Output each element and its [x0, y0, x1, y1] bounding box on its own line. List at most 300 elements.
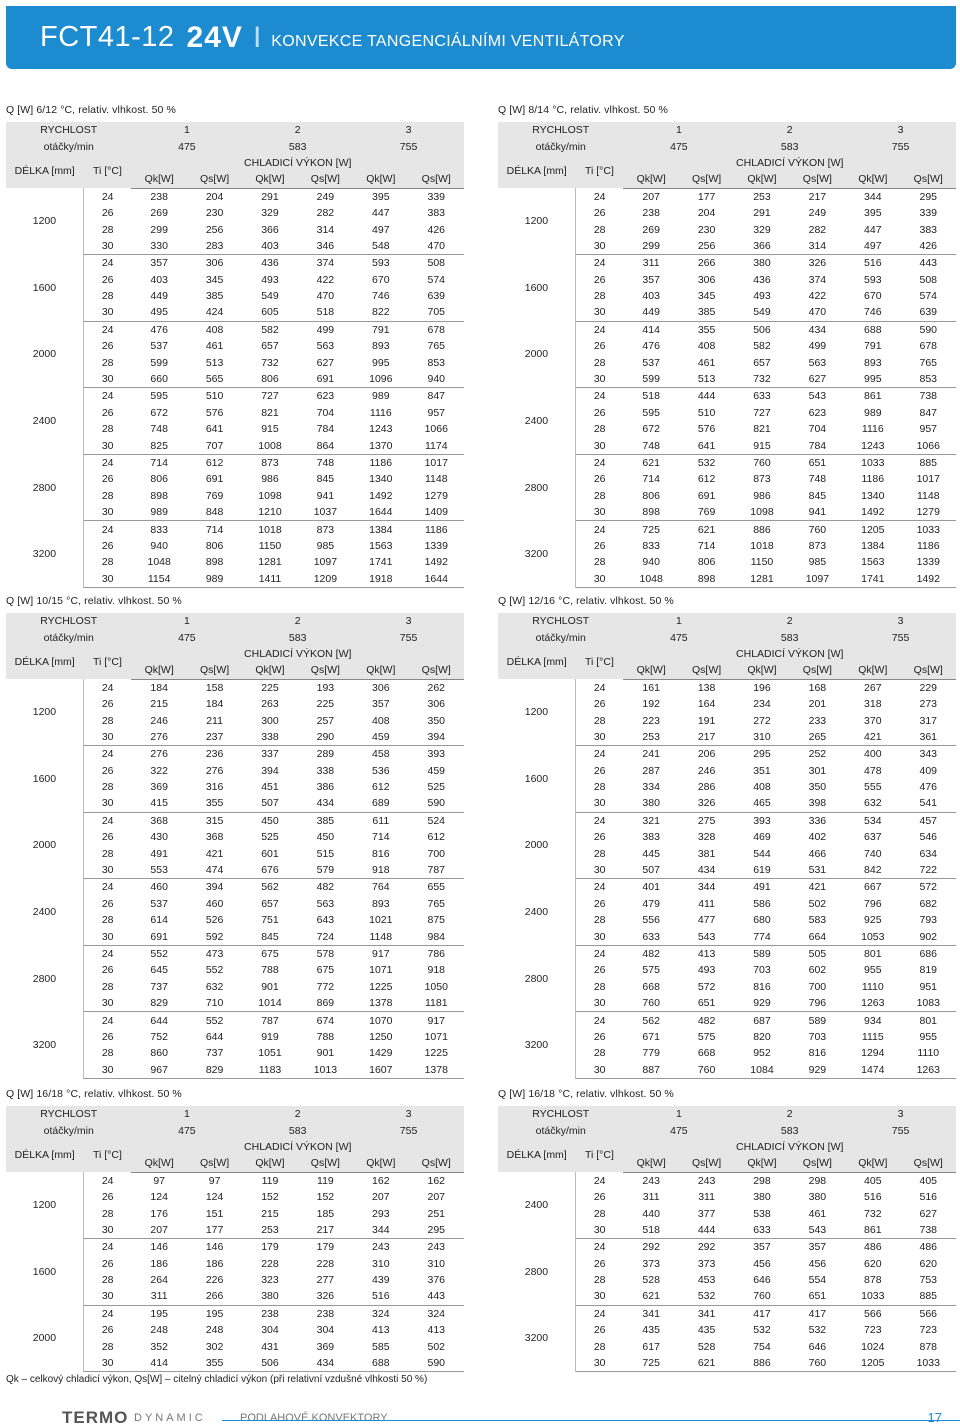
- value-cell: 1411: [242, 571, 297, 588]
- value-cell: 532: [790, 1322, 845, 1338]
- value-cell: 760: [734, 454, 789, 471]
- speed-value: 3: [845, 1106, 956, 1122]
- value-cell: 1021: [353, 912, 408, 928]
- table-row: [6, 1239, 464, 1256]
- length-cell: 3200: [498, 521, 575, 588]
- value-cell: 286: [679, 779, 734, 795]
- value-cell: 1205: [845, 1355, 900, 1372]
- speed-value: 3: [845, 122, 956, 138]
- ti-cell: 24: [575, 812, 623, 829]
- value-cell: 341: [679, 1305, 734, 1322]
- value-cell: 241: [623, 746, 678, 763]
- ti-cell: 24: [83, 1172, 131, 1189]
- value-cell: 657: [242, 896, 297, 912]
- value-cell: 1024: [845, 1338, 900, 1354]
- value-cell: 413: [353, 1322, 408, 1338]
- header-row-cooling: [498, 646, 956, 662]
- value-cell: 534: [845, 812, 900, 829]
- value-cell: 380: [734, 255, 789, 272]
- value-cell: 989: [353, 388, 408, 405]
- qk-header: Qk[W]: [623, 1155, 678, 1172]
- table-row: [498, 1305, 956, 1322]
- value-cell: 760: [679, 1062, 734, 1079]
- qk-header: Qk[W]: [734, 171, 789, 188]
- value-cell: 543: [790, 1222, 845, 1239]
- value-cell: 538: [734, 1205, 789, 1221]
- cooling-header: CHLADICÍ VÝKON [W]: [131, 1139, 464, 1155]
- value-cell: 1018: [242, 521, 297, 538]
- value-cell: 543: [679, 928, 734, 945]
- value-cell: 873: [734, 471, 789, 487]
- value-cell: 311: [623, 255, 678, 272]
- value-cell: 436: [734, 272, 789, 288]
- performance-table: [498, 122, 956, 588]
- speed-value: 2: [734, 122, 845, 138]
- value-cell: 885: [901, 454, 957, 471]
- value-cell: 421: [790, 879, 845, 896]
- value-cell: 760: [790, 521, 845, 538]
- value-cell: 873: [298, 521, 353, 538]
- value-cell: 929: [790, 1062, 845, 1079]
- value-cell: 641: [187, 421, 242, 437]
- value-cell: 951: [901, 979, 957, 995]
- ti-cell: 30: [83, 1222, 131, 1239]
- header-row-speed: [498, 122, 956, 138]
- speed-label: RYCHLOST: [6, 1106, 131, 1122]
- ti-cell: 24: [575, 945, 623, 962]
- length-cell: 3200: [498, 1305, 575, 1372]
- value-cell: 612: [187, 454, 242, 471]
- table-row: [6, 1172, 464, 1189]
- value-cell: 306: [187, 255, 242, 272]
- ti-cell: 30: [83, 928, 131, 945]
- value-cell: 276: [131, 729, 186, 746]
- value-cell: 1150: [734, 554, 789, 570]
- value-cell: 845: [242, 928, 297, 945]
- value-cell: 703: [734, 962, 789, 978]
- table-caption: Q [W] 16/18 °C, relativ. vlhkost. 50 %: [6, 1088, 182, 1100]
- value-cell: 341: [623, 1305, 678, 1322]
- value-cell: 1340: [845, 488, 900, 504]
- header-row-cooling: [6, 646, 464, 662]
- value-cell: 769: [187, 488, 242, 504]
- value-cell: 299: [131, 221, 186, 237]
- ti-cell: 30: [83, 504, 131, 521]
- table-caption: Q [W] 16/18 °C, relativ. vlhkost. 50 %: [498, 1088, 674, 1100]
- speed-value: 3: [353, 613, 464, 629]
- value-cell: 1148: [409, 471, 465, 487]
- value-cell: 1281: [734, 571, 789, 588]
- value-cell: 1181: [409, 995, 465, 1012]
- value-cell: 787: [409, 862, 465, 879]
- value-cell: 238: [623, 205, 678, 221]
- value-cell: 225: [242, 679, 297, 696]
- value-cell: 476: [131, 321, 186, 338]
- value-cell: 893: [353, 338, 408, 354]
- value-cell: 304: [242, 1322, 297, 1338]
- value-cell: 1492: [409, 554, 465, 570]
- value-cell: 518: [623, 1222, 678, 1239]
- value-cell: 986: [734, 488, 789, 504]
- performance-table: [498, 1106, 956, 1372]
- speed-value: 2: [242, 122, 353, 138]
- value-cell: 179: [242, 1239, 297, 1256]
- ti-cell: 28: [575, 488, 623, 504]
- qs-header: Qs[W]: [679, 171, 734, 188]
- value-cell: 246: [131, 712, 186, 728]
- table-row: [498, 879, 956, 896]
- value-cell: 1294: [845, 1045, 900, 1061]
- value-cell: 957: [901, 421, 957, 437]
- speed-value: 1: [131, 613, 242, 629]
- value-cell: 357: [131, 255, 186, 272]
- value-cell: 119: [242, 1172, 297, 1189]
- value-cell: 1071: [409, 1029, 465, 1045]
- ti-cell: 26: [83, 538, 131, 554]
- table-caption: Q [W] 12/16 °C, relativ. vlhkost. 50 %: [498, 595, 674, 607]
- value-cell: 434: [679, 862, 734, 879]
- value-cell: 298: [734, 1172, 789, 1189]
- ti-header: Ti [°C]: [83, 1139, 131, 1172]
- value-cell: 162: [353, 1172, 408, 1189]
- ti-header: Ti [°C]: [83, 155, 131, 188]
- value-cell: 651: [790, 1288, 845, 1305]
- table-row: [498, 1172, 956, 1189]
- value-cell: 486: [901, 1239, 957, 1256]
- value-cell: 344: [353, 1222, 408, 1239]
- footer-line: [222, 1420, 960, 1421]
- value-cell: 893: [353, 896, 408, 912]
- value-cell: 422: [298, 272, 353, 288]
- value-cell: 195: [131, 1305, 186, 1322]
- value-cell: 248: [187, 1322, 242, 1338]
- value-cell: 816: [790, 1045, 845, 1061]
- value-cell: 667: [845, 879, 900, 896]
- ti-cell: 28: [575, 354, 623, 370]
- ti-cell: 30: [83, 238, 131, 255]
- value-cell: 324: [353, 1305, 408, 1322]
- value-cell: 1209: [298, 571, 353, 588]
- value-cell: 1644: [409, 571, 465, 588]
- rpm-value: 583: [734, 138, 845, 154]
- value-cell: 282: [298, 205, 353, 221]
- value-cell: 461: [790, 1205, 845, 1221]
- value-cell: 408: [679, 338, 734, 354]
- table-block-2: [498, 102, 956, 588]
- value-cell: 687: [734, 1012, 789, 1029]
- rpm-value: 583: [734, 1122, 845, 1138]
- header-row-speed: [6, 1106, 464, 1122]
- value-cell: 516: [845, 1189, 900, 1205]
- ti-cell: 28: [83, 712, 131, 728]
- value-cell: 1243: [353, 421, 408, 437]
- ti-cell: 24: [575, 188, 623, 205]
- value-cell: 1279: [901, 504, 957, 521]
- value-cell: 192: [623, 696, 678, 712]
- value-cell: 443: [409, 1288, 465, 1305]
- value-cell: 816: [734, 979, 789, 995]
- table-row: [6, 255, 464, 272]
- table-block-3: [6, 593, 464, 1079]
- length-cell: 1200: [498, 679, 575, 746]
- value-cell: 195: [187, 1305, 242, 1322]
- model-name: FCT41-12: [40, 21, 175, 53]
- value-cell: 191: [679, 712, 734, 728]
- value-cell: 934: [845, 1012, 900, 1029]
- value-cell: 651: [790, 454, 845, 471]
- value-cell: 1225: [409, 1045, 465, 1061]
- value-cell: 1066: [901, 437, 957, 454]
- value-cell: 1243: [845, 437, 900, 454]
- ti-cell: 28: [575, 779, 623, 795]
- value-cell: 537: [131, 338, 186, 354]
- value-cell: 394: [242, 763, 297, 779]
- value-cell: 929: [734, 995, 789, 1012]
- value-cell: 553: [131, 862, 186, 879]
- value-cell: 576: [187, 405, 242, 421]
- value-cell: 505: [790, 945, 845, 962]
- value-cell: 748: [131, 421, 186, 437]
- value-cell: 1263: [901, 1062, 957, 1079]
- value-cell: 421: [845, 729, 900, 746]
- length-header: DÉLKA [mm]: [498, 155, 575, 188]
- ti-cell: 26: [575, 272, 623, 288]
- value-cell: 314: [790, 238, 845, 255]
- speed-value: 3: [845, 613, 956, 629]
- value-cell: 275: [679, 812, 734, 829]
- length-cell: 2000: [6, 812, 83, 879]
- value-cell: 351: [734, 763, 789, 779]
- length-cell: 2000: [6, 321, 83, 388]
- value-cell: 632: [187, 979, 242, 995]
- value-cell: 253: [623, 729, 678, 746]
- ti-cell: 24: [83, 454, 131, 471]
- value-cell: 825: [131, 437, 186, 454]
- value-cell: 806: [679, 554, 734, 570]
- value-cell: 554: [790, 1272, 845, 1288]
- value-cell: 732: [734, 371, 789, 388]
- ti-cell: 26: [83, 1322, 131, 1338]
- value-cell: 657: [734, 354, 789, 370]
- speed-value: 1: [623, 1106, 734, 1122]
- value-cell: 264: [131, 1272, 186, 1288]
- ti-cell: 26: [83, 405, 131, 421]
- value-cell: 1033: [845, 454, 900, 471]
- footnote: Qk – celkový chladicí výkon, Qs[W] – citelný chladicí výkon (při relativní vzdušné vlhkosti 50 %): [6, 1374, 428, 1385]
- length-header: DÉLKA [mm]: [498, 646, 575, 679]
- value-cell: 885: [901, 1288, 957, 1305]
- rpm-label: otáčky/min: [6, 1122, 131, 1138]
- value-cell: 1051: [242, 1045, 297, 1061]
- length-cell: 2800: [6, 454, 83, 521]
- length-cell: 2800: [498, 1239, 575, 1306]
- value-cell: 184: [187, 696, 242, 712]
- header-row-rpm: [498, 138, 956, 154]
- value-cell: 422: [790, 288, 845, 304]
- value-cell: 582: [734, 338, 789, 354]
- value-cell: 236: [187, 746, 242, 763]
- qk-header: Qk[W]: [623, 662, 678, 679]
- value-cell: 453: [679, 1272, 734, 1288]
- value-cell: 330: [131, 238, 186, 255]
- rpm-label: otáčky/min: [6, 629, 131, 645]
- value-cell: 1370: [353, 437, 408, 454]
- rpm-value: 583: [734, 629, 845, 645]
- value-cell: 548: [353, 238, 408, 255]
- value-cell: 206: [679, 746, 734, 763]
- value-cell: 919: [242, 1029, 297, 1045]
- value-cell: 842: [845, 862, 900, 879]
- cooling-header: CHLADICÍ VÝKON [W]: [131, 155, 464, 171]
- rpm-value: 755: [353, 629, 464, 645]
- value-cell: 383: [409, 205, 465, 221]
- value-cell: 248: [131, 1322, 186, 1338]
- value-cell: 1071: [353, 962, 408, 978]
- value-cell: 246: [679, 763, 734, 779]
- value-cell: 1281: [242, 554, 297, 570]
- ti-cell: 24: [83, 1239, 131, 1256]
- value-cell: 1033: [901, 1355, 957, 1372]
- rpm-label: otáčky/min: [6, 138, 131, 154]
- value-cell: 460: [187, 896, 242, 912]
- value-cell: 368: [187, 829, 242, 845]
- value-cell: 1339: [901, 554, 957, 570]
- qk-header: Qk[W]: [242, 1155, 297, 1172]
- value-cell: 306: [679, 272, 734, 288]
- value-cell: 217: [298, 1222, 353, 1239]
- value-cell: 374: [790, 272, 845, 288]
- ti-cell: 24: [83, 679, 131, 696]
- length-cell: 2400: [498, 879, 575, 946]
- value-cell: 402: [790, 829, 845, 845]
- ti-cell: 26: [83, 205, 131, 221]
- value-cell: 772: [298, 979, 353, 995]
- value-cell: 304: [298, 1322, 353, 1338]
- qs-header: Qs[W]: [901, 1155, 957, 1172]
- value-cell: 1097: [298, 554, 353, 570]
- ti-cell: 28: [83, 845, 131, 861]
- ti-cell: 28: [83, 1272, 131, 1288]
- table-caption: Q [W] 6/12 °C, relativ. vlhkost. 50 %: [6, 104, 176, 116]
- header-row-speed: [498, 613, 956, 629]
- value-cell: 466: [790, 845, 845, 861]
- value-cell: 1429: [353, 1045, 408, 1061]
- value-cell: 292: [679, 1239, 734, 1256]
- ti-cell: 24: [575, 879, 623, 896]
- value-cell: 339: [409, 188, 465, 205]
- speed-label: RYCHLOST: [498, 613, 623, 629]
- value-cell: 893: [845, 354, 900, 370]
- table-row: [6, 812, 464, 829]
- value-cell: 589: [790, 1012, 845, 1029]
- ti-cell: 30: [575, 995, 623, 1012]
- value-cell: 703: [790, 1029, 845, 1045]
- ti-cell: 28: [83, 421, 131, 437]
- value-cell: 370: [845, 712, 900, 728]
- value-cell: 447: [353, 205, 408, 221]
- length-cell: 2400: [498, 1172, 575, 1239]
- value-cell: 791: [845, 338, 900, 354]
- value-cell: 556: [623, 912, 678, 928]
- ti-cell: 26: [575, 1189, 623, 1205]
- value-cell: 439: [353, 1272, 408, 1288]
- value-cell: 1741: [353, 554, 408, 570]
- value-cell: 344: [845, 188, 900, 205]
- value-cell: 714: [623, 471, 678, 487]
- value-cell: 292: [623, 1239, 678, 1256]
- performance-table: [6, 613, 464, 1079]
- ti-cell: 26: [575, 405, 623, 421]
- ti-cell: 26: [575, 829, 623, 845]
- value-cell: 345: [679, 288, 734, 304]
- value-cell: 1409: [409, 504, 465, 521]
- value-cell: 322: [131, 763, 186, 779]
- value-cell: 544: [734, 845, 789, 861]
- value-cell: 377: [679, 1205, 734, 1221]
- value-cell: 898: [131, 488, 186, 504]
- value-cell: 1339: [409, 538, 465, 554]
- length-cell: 1600: [6, 1239, 83, 1306]
- ti-cell: 24: [83, 521, 131, 538]
- value-cell: 1263: [845, 995, 900, 1012]
- value-cell: 451: [242, 779, 297, 795]
- length-cell: 3200: [6, 1012, 83, 1079]
- value-cell: 541: [901, 795, 957, 812]
- ti-header: Ti [°C]: [575, 646, 623, 679]
- table-row: [498, 812, 956, 829]
- value-cell: 97: [187, 1172, 242, 1189]
- ti-cell: 28: [575, 845, 623, 861]
- value-cell: 753: [901, 1272, 957, 1288]
- value-cell: 621: [679, 521, 734, 538]
- value-cell: 801: [845, 945, 900, 962]
- value-cell: 262: [409, 679, 465, 696]
- value-cell: 291: [734, 205, 789, 221]
- value-cell: 689: [353, 795, 408, 812]
- value-cell: 146: [187, 1239, 242, 1256]
- ti-cell: 26: [575, 1322, 623, 1338]
- table-row: [6, 945, 464, 962]
- value-cell: 465: [734, 795, 789, 812]
- value-cell: 670: [353, 272, 408, 288]
- value-cell: 562: [623, 1012, 678, 1029]
- rpm-value: 755: [845, 138, 956, 154]
- value-cell: 459: [409, 763, 465, 779]
- value-cell: 444: [679, 388, 734, 405]
- rpm-value: 583: [242, 138, 353, 154]
- value-cell: 366: [242, 221, 297, 237]
- value-cell: 732: [845, 1205, 900, 1221]
- value-cell: 426: [901, 238, 957, 255]
- value-cell: 225: [298, 696, 353, 712]
- length-cell: 2800: [498, 454, 575, 521]
- value-cell: 502: [409, 1338, 465, 1354]
- value-cell: 518: [623, 388, 678, 405]
- value-cell: 267: [845, 679, 900, 696]
- value-cell: 672: [623, 421, 678, 437]
- value-cell: 985: [298, 538, 353, 554]
- value-cell: 493: [242, 272, 297, 288]
- header-row-rpm: [6, 138, 464, 154]
- ti-cell: 26: [575, 338, 623, 354]
- value-cell: 434: [790, 321, 845, 338]
- value-cell: 707: [187, 437, 242, 454]
- value-cell: 788: [298, 1029, 353, 1045]
- value-cell: 806: [623, 488, 678, 504]
- ti-cell: 30: [575, 437, 623, 454]
- qk-header: Qk[W]: [131, 171, 186, 188]
- value-cell: 499: [790, 338, 845, 354]
